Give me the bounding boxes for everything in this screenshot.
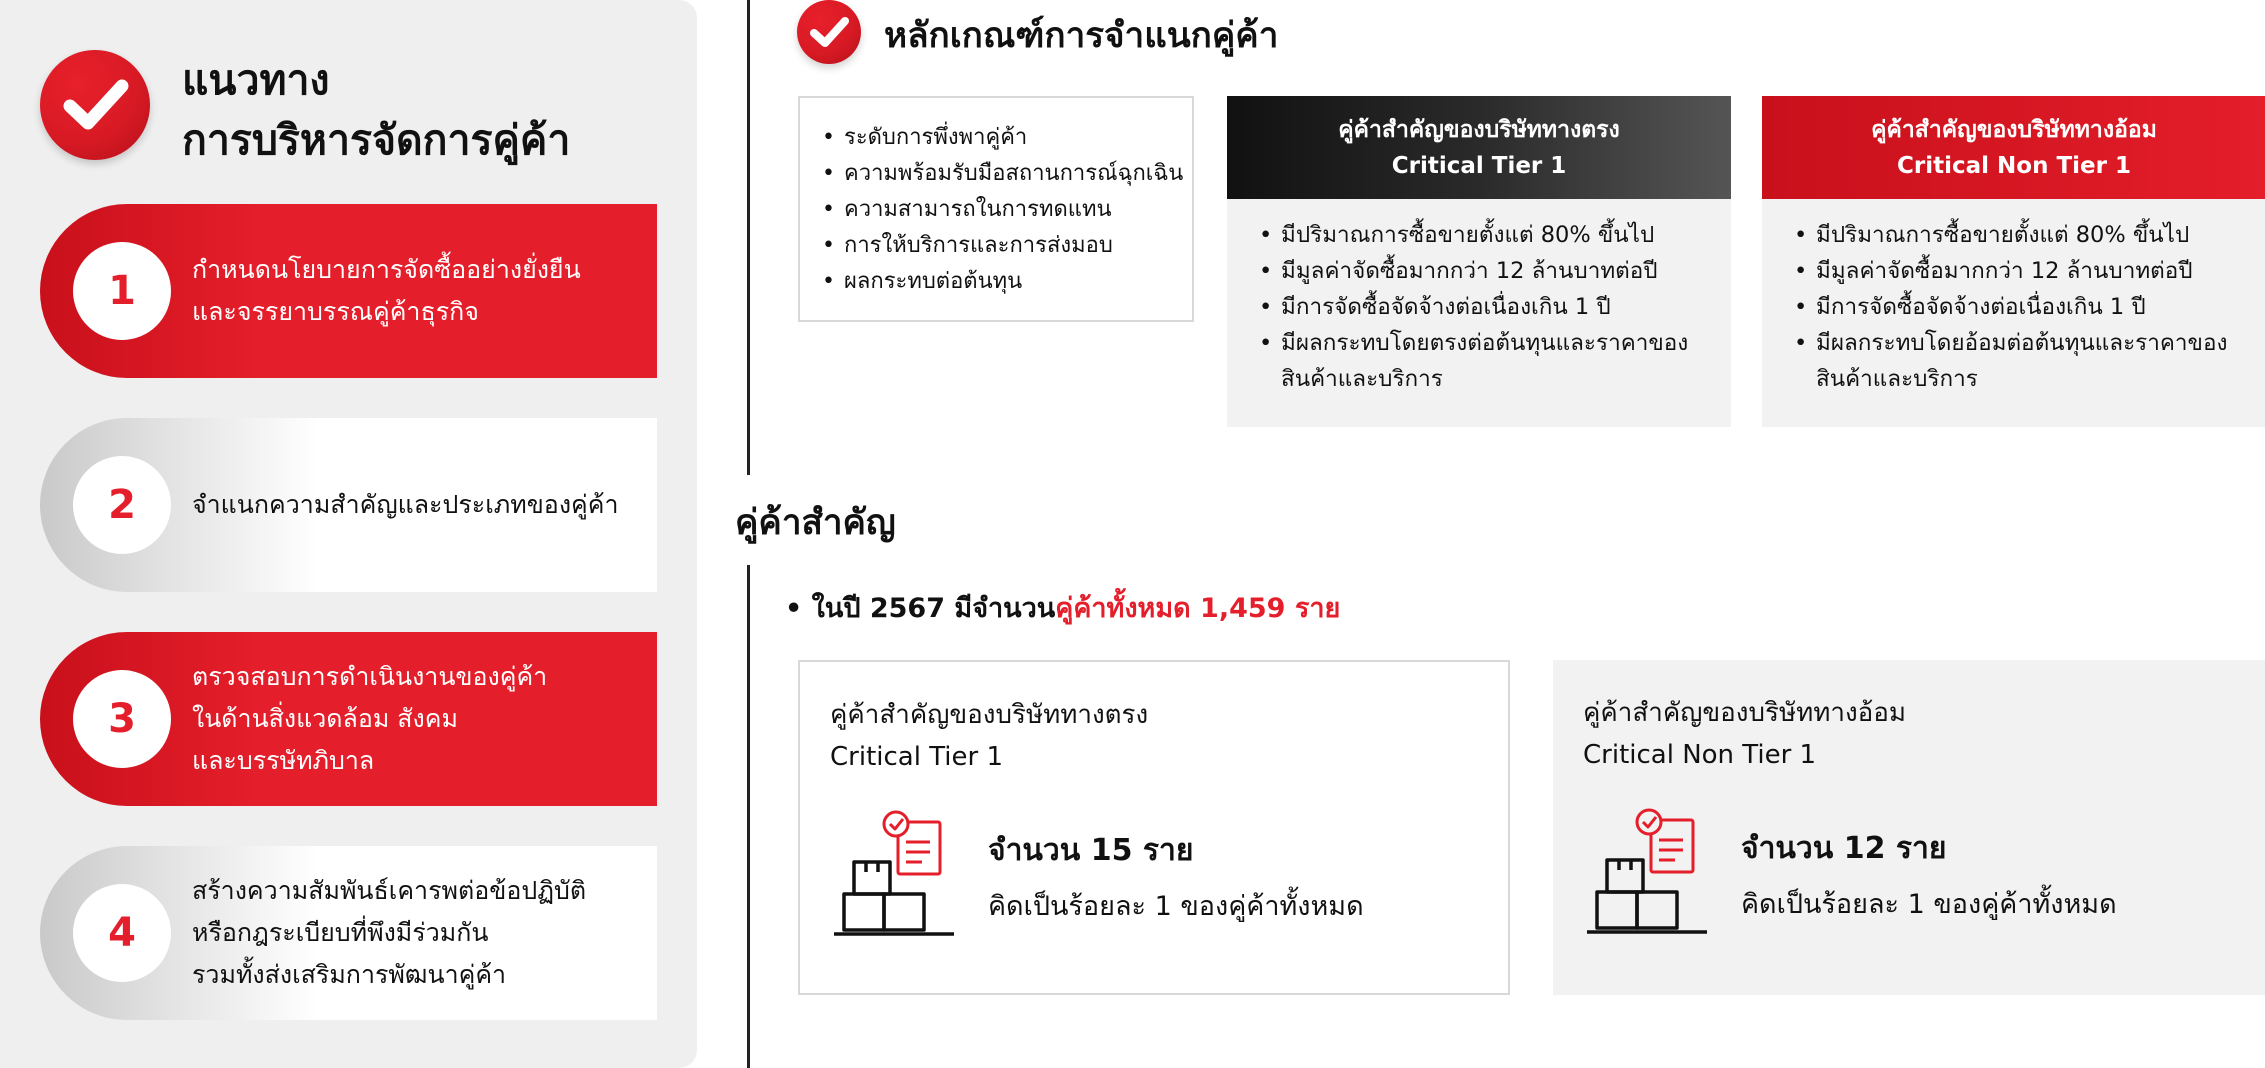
tier-card-direct: [1227, 96, 1731, 427]
key-suppliers-title: คู่ค้าสำคัญ: [735, 503, 896, 543]
check-badge-icon: [40, 50, 150, 160]
tier-item: • มีผลกระทบโดยตรงต่อต้นทุนและราคาของสินค้าและบริการ: [1257, 325, 1717, 397]
guidelines-panel: [0, 0, 697, 1068]
step-number: 1: [73, 242, 171, 340]
tier-item: • มีการจัดซื้อจัดจ้างต่อเนื่องเกิน 1 ปี: [1792, 289, 2252, 325]
check-badge-icon: [797, 0, 861, 64]
criteria-title: หลักเกณฑ์การจำแนกคู่ค้า: [884, 16, 1279, 56]
supplier-boxes-icon: [830, 810, 958, 940]
tier-item: • มีการจัดซื้อจัดจ้างต่อเนื่องเกิน 1 ปี: [1257, 289, 1717, 325]
supplier-boxes-icon: [1583, 808, 1711, 938]
criteria-item: • ความสามารถในการทดแทน: [820, 192, 1183, 228]
step-1: [40, 204, 657, 378]
tier-item: • มีปริมาณการซื้อขายตั้งแต่ 80% ขึ้นไป: [1792, 217, 2252, 253]
step-number: 2: [73, 456, 171, 554]
criteria-item: • การให้บริการและการส่งมอบ: [820, 228, 1183, 264]
criteria-list-box: [798, 96, 1194, 322]
card-title: คู่ค้าสำคัญของบริษัททางตรง Critical Tier 1: [830, 700, 1149, 772]
bullet: •: [785, 593, 812, 624]
supplier-summary: • ในปี 2567 มีจำนวนคู่ค้าทั้งหมด 1,459 ราย: [785, 593, 1341, 624]
step-4: [40, 846, 657, 1020]
divider: [747, 565, 750, 1068]
step-text: สร้างความสัมพันธ์เคารพต่อข้อปฏิบัติ หรือกฎระเบียบที่พึงมีร่วมกัน รวมทั้งส่งเสริมการพัฒนาคู่ค้า: [192, 876, 587, 989]
supplier-percent: คิดเป็นร้อยละ 1 ของคู่ค้าทั้งหมด: [988, 891, 1364, 922]
summary-highlight: คู่ค้าทั้งหมด 1,459 ราย: [1055, 593, 1341, 624]
step-3: [40, 632, 657, 806]
step-text: กำหนดนโยบายการจัดซื้ออย่างยั่งยืน และจรรยาบรรณคู่ค้าธุรกิจ: [192, 255, 581, 326]
criteria-item: • ผลกระทบต่อต้นทุน: [820, 264, 1183, 300]
criteria-item: • ระดับการพึ่งพาคู่ค้า: [820, 120, 1183, 156]
step-number: 3: [73, 670, 171, 768]
step-2: [40, 418, 657, 592]
tier-card-indirect: [1762, 96, 2265, 427]
card-title: คู่ค้าสำคัญของบริษัททางอ้อม Critical Non Tier 1: [1583, 698, 1907, 770]
criteria-item: • ความพร้อมรับมือสถานการณ์ฉุกเฉิน: [820, 156, 1183, 192]
supplier-count: จำนวน 15 ราย: [988, 833, 1194, 868]
tier-item: • มีปริมาณการซื้อขายตั้งแต่ 80% ขึ้นไป: [1257, 217, 1717, 253]
tier-item: • มีผลกระทบโดยอ้อมต่อต้นทุนและราคาของสินค้าและบริการ: [1792, 325, 2252, 397]
tier-header: คู่ค้าสำคัญของบริษัททางอ้อม Critical Non Tier 1: [1762, 96, 2265, 199]
supplier-card-indirect: [1553, 660, 2265, 995]
tier-header: คู่ค้าสำคัญของบริษัททางตรง Critical Tier 1: [1227, 96, 1731, 199]
supplier-card-direct: [798, 660, 1510, 995]
step-number: 4: [73, 884, 171, 982]
guidelines-title: แนวทาง การบริหารจัดการคู่ค้า: [182, 56, 571, 164]
supplier-percent: คิดเป็นร้อยละ 1 ของคู่ค้าทั้งหมด: [1741, 889, 2117, 920]
step-text: จำแนกความสำคัญและประเภทของคู่ค้า: [192, 490, 619, 519]
tier-item: • มีมูลค่าจัดซื้อมากกว่า 12 ล้านบาทต่อปี: [1792, 253, 2252, 289]
divider: [747, 0, 750, 475]
supplier-count: จำนวน 12 ราย: [1741, 831, 1947, 866]
step-text: ตรวจสอบการดำเนินงานของคู่ค้า ในด้านสิ่งแวดล้อม สังคม และบรรษัทภิบาล: [192, 662, 548, 775]
tier-item: • มีมูลค่าจัดซื้อมากกว่า 12 ล้านบาทต่อปี: [1257, 253, 1717, 289]
